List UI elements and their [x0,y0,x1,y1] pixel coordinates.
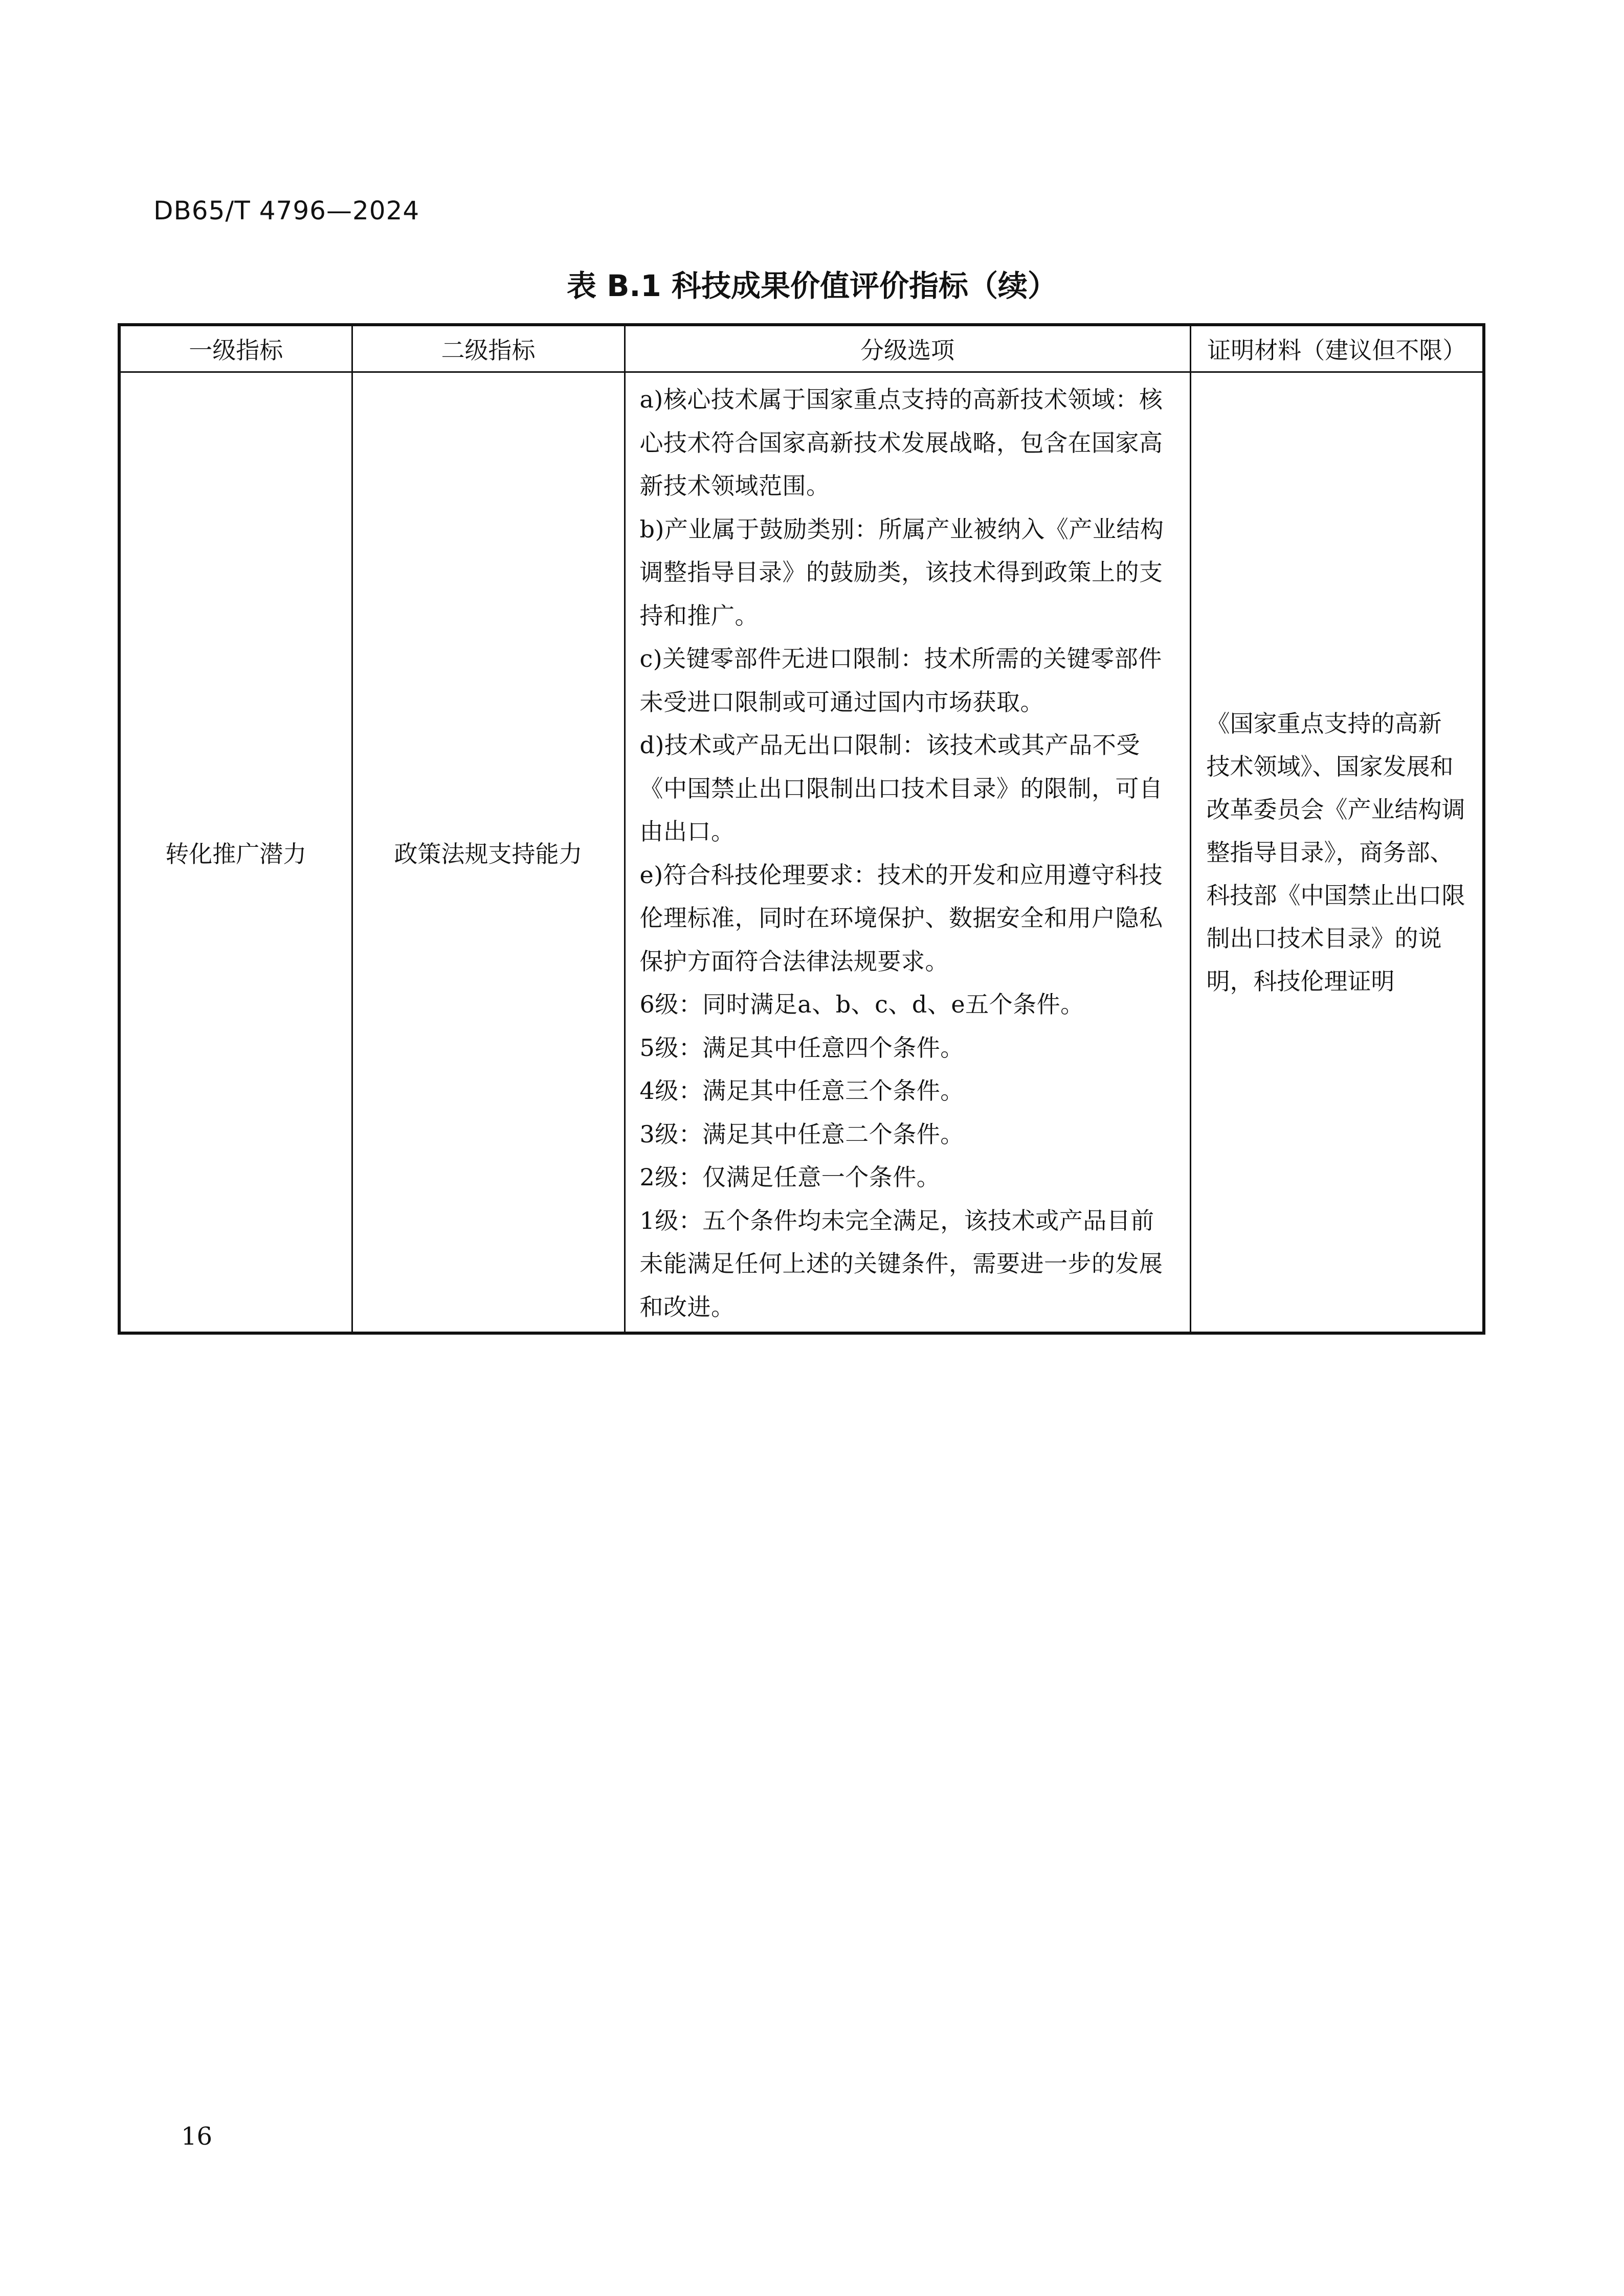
evidence-line: 整指导目录》，商务部、 [1206,838,1454,866]
option-line: 伦理标准，同时在环境保护、数据安全和用户隐私 [639,904,1163,932]
evidence-line: 制出口技术目录》的说 [1206,924,1442,952]
document-code: DB65/T 4796—2024 [153,196,420,226]
column-header-level2: 二级指标 [352,325,625,372]
option-line: 4级：满足其中任意三个条件。 [639,1077,964,1105]
table-header-row [119,325,1484,372]
evidence-line: 《国家重点支持的高新 [1206,709,1442,737]
option-line: 2级：仅满足任意一个条件。 [639,1163,941,1191]
column-header-options: 分级选项 [625,325,1190,372]
option-line: 新技术领域范围。 [639,472,830,500]
cell-level2: 政策法规支持能力 [352,372,625,1334]
page-number: 16 [181,2122,213,2151]
option-line: 保护方面符合法律法规要求。 [639,947,949,975]
option-line: 5级：满足其中任意四个条件。 [639,1033,964,1062]
table-row [119,372,1484,1334]
option-line: 3级：满足其中任意二个条件。 [639,1120,964,1148]
option-line: 调整指导目录》的鼓励类，该技术得到政策上的支 [639,558,1163,586]
option-line: 心技术符合国家高新技术发展战略，包含在国家高 [639,429,1163,457]
option-line: c)关键零部件无进口限制：技术所需的关键零部件 [639,645,1162,672]
option-line: b)产业属于鼓励类别：所属产业被纳入《产业结构 [639,515,1164,543]
column-header-level1: 一级指标 [119,325,352,372]
option-line: 和改进。 [639,1293,735,1321]
option-line: 由出口。 [639,818,735,845]
evidence-line: 明，科技伦理证明 [1206,967,1395,995]
cell-level1: 转化推广潜力 [119,372,352,1334]
option-line: a)核心技术属于国家重点支持的高新技术领域：核 [639,386,1163,413]
option-line: 持和推广。 [639,601,759,629]
table-title: 表 B.1 科技成果价值评价指标（续） [567,268,1057,303]
option-line: 未能满足任何上述的关键条件，需要进一步的发展 [639,1250,1163,1277]
indicator-table [118,323,1485,1335]
evidence-line: 改革委员会《产业结构调 [1206,795,1465,823]
option-line: 未受进口限制或可通过国内市场获取。 [639,688,1044,716]
option-line: e)符合科技伦理要求：技术的开发和应用遵守科技 [639,861,1163,889]
evidence-line: 技术领域》、国家发展和 [1206,752,1454,780]
evidence-line: 科技部《中国禁止出口限 [1206,881,1465,909]
option-line: 《中国禁止出口限制出口技术目录》的限制，可自 [639,774,1163,802]
option-line: 6级：同时满足a、b、c、d、e五个条件。 [639,991,1084,1018]
cell-evidence [1190,372,1484,1334]
cell-options [625,372,1190,1334]
option-line: 1级：五个条件均未完全满足，该技术或产品目前 [639,1206,1154,1234]
option-line: d)技术或产品无出口限制：该技术或其产品不受 [639,731,1140,759]
column-header-evidence: 证明材料（建议但不限） [1190,325,1484,372]
